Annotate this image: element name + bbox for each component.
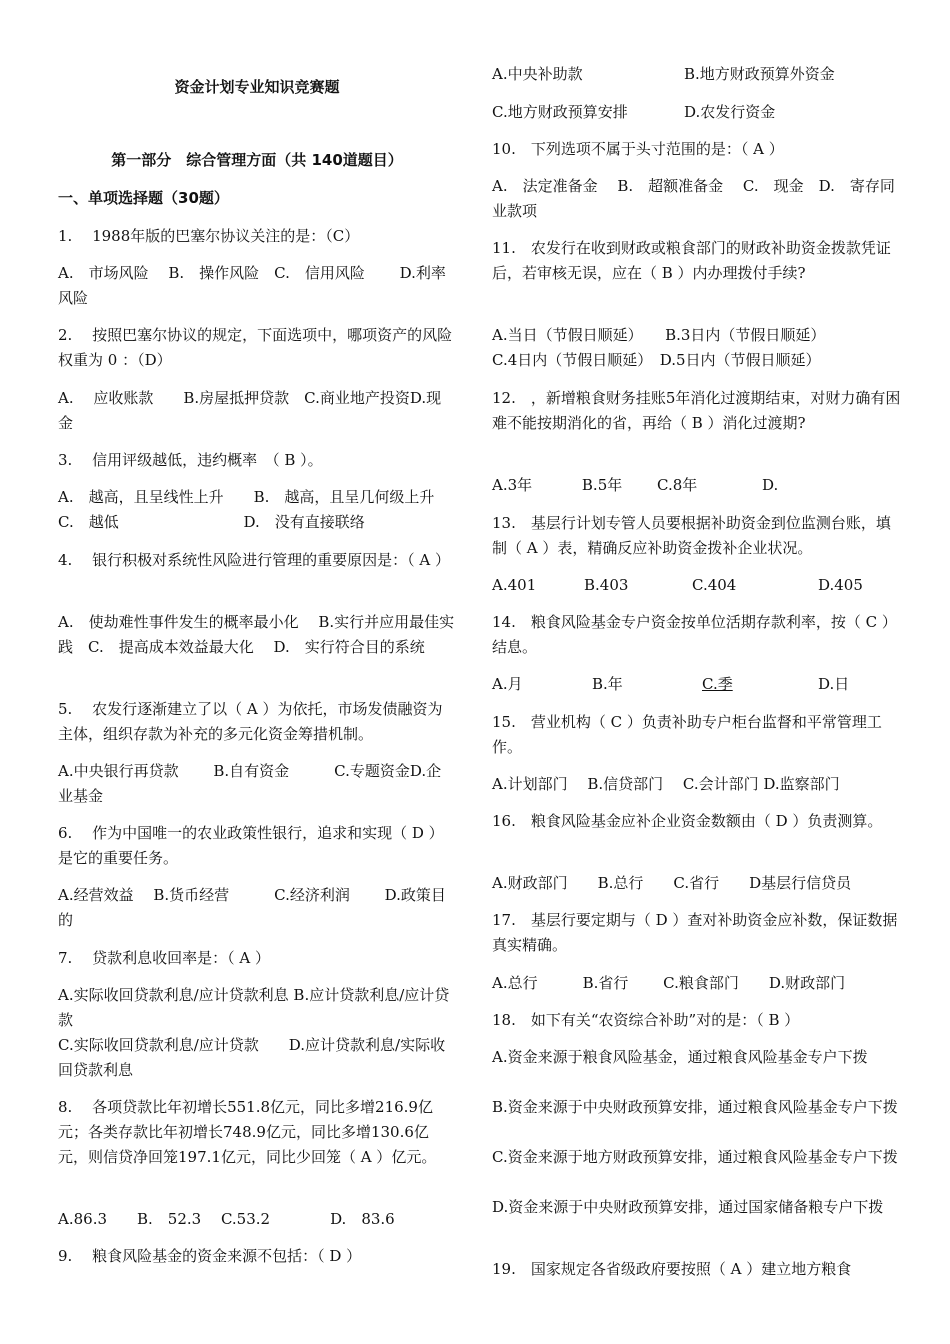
option-a: A.中央补助款 <box>492 65 583 83</box>
question-2-options: A. 应收账款 B.房屋抵押贷款 C.商业地产投资D.现金 <box>58 389 442 432</box>
question-8-options: A.86.3 B. 52.3 C.53.2 D. 83.6 <box>58 1210 395 1228</box>
question-18-option-b: B.资金来源于中央财政预算安排，通过粮食风险基金专户下拨 <box>492 1098 898 1116</box>
question-11: 11. 农发行在收到财政或粮食部门的财政补助资金拨款凭证后，若审核无误，应在（ B ）内办理拨付手续? <box>492 239 891 282</box>
question-18-option-c: C.资金来源于地方财政预算安排，通过粮食风险基金专户下拨 <box>492 1148 898 1166</box>
question-15: 15. 营业机构（ C ）负责补助专户柜台监督和平常管理工作。 <box>492 713 882 756</box>
option-d: D.405 <box>818 576 863 594</box>
question-5: 5. 农发行逐渐建立了以（ A ）为依托，市场发债融资为主体，组织存款为补充的多元化资金筹措机制。 <box>58 700 443 743</box>
question-10-options: A. 法定准备金 B. 超额准备金 C. 现金 D. 寄存同业款项 <box>492 177 895 220</box>
question-1: 1. 1988年版的巴塞尔协议关注的是：（C） <box>58 227 360 245</box>
option-d: D.农发行资金 <box>684 103 776 121</box>
question-17: 17. 基层行要定期与（ D ）查对补助资金应补数，保证数据真实精确。 <box>492 911 898 954</box>
question-1-options: A. 市场风险 B. 操作风险 C. 信用风险 D.利率风险 <box>58 264 446 307</box>
option-a: A.月 <box>492 675 523 693</box>
question-7-options-2: C.实际收回贷款利息/应计贷款 D.应计贷款利息/实际收回贷款利息 <box>58 1036 446 1079</box>
question-18-option-a: A.资金来源于粮食风险基金，通过粮食风险基金专户下拨 <box>492 1048 868 1066</box>
question-15-options: A.计划部门 B.信贷部门 C.会计部门 D.监察部门 <box>492 775 840 793</box>
question-3-options-2: C. 越低 D. 没有直接联络 <box>58 513 365 531</box>
question-3-options: A. 越高，且呈线性上升 B. 越高，且呈几何级上升 <box>58 488 435 506</box>
option-d: D.日 <box>818 675 850 693</box>
question-4-options: A. 使劫难性事件发生的概率最小化 B.实行并应用最佳实践 C. 提高成本效益最大化 D. 实行符合目的系统 <box>58 613 455 656</box>
question-18: 18. 如下有关“农资综合补助”对的是：（ B ） <box>492 1011 800 1029</box>
option-c: C.404 <box>692 576 737 594</box>
question-2: 2. 按照巴塞尔协议的规定，下面选项中，哪项资产的风险权重为 0 ：（D） <box>58 326 453 369</box>
question-4: 4. 银行积极对系统性风险进行管理的重要原因是：（ A ） <box>58 551 450 569</box>
option-c: C.季 <box>702 675 733 693</box>
question-6-options: A.经营效益 B.货币经营 C.经济利润 D.政策目的 <box>58 886 446 929</box>
question-14: 14. 粮食风险基金专户资金按单位活期存款利率，按（ C ）结息。 <box>492 613 897 656</box>
question-12-options: A.3年 B.5年 C.8年 D. <box>492 476 779 494</box>
option-b: B.403 <box>584 576 629 594</box>
question-12: 12. ，新增粮食财务挂账5年消化过渡期结束，对财力确有困难不能按期消化的省，再给（ B ）消化过渡期? <box>492 389 901 432</box>
question-16-options: A.财政部门 B.总行 C.省行 D基层行信贷员 <box>492 874 852 892</box>
question-5-options: A.中央银行再贷款 B.自有资金 C.专题资金D.企业基金 <box>58 762 442 805</box>
section-heading: 一、单项选择题（30题） <box>58 189 229 207</box>
document-title: 资金计划专业知识竞赛题 <box>174 78 340 96</box>
part-heading: 第一部分 综合管理方面（共 140道题目） <box>111 151 403 169</box>
question-11-options: A.当日（节假日顺延） B.3日内（节假日顺延） <box>492 326 826 344</box>
question-8: 8. 各项贷款比年初增长551.8亿元，同比多增216.9亿元；各类存款比年初增长748.9亿元，同比多增130.6亿元，则信贷净回笼197.1亿元，同比少回笼（ A ）亿元。 <box>58 1098 437 1166</box>
question-19: 19. 国家规定各省级政府要按照（ A ）建立地方粮食 <box>492 1260 852 1278</box>
question-16: 16. 粮食风险基金应补企业资金数额由（ D ）负责测算。 <box>492 812 883 830</box>
option-b: B.年 <box>592 675 623 693</box>
option-c: C.地方财政预算安排 <box>492 103 628 121</box>
option-b: B.地方财政预算外资金 <box>684 65 835 83</box>
option-a: A.401 <box>492 576 537 594</box>
question-17-options: A.总行 B.省行 C.粮食部门 D.财政部门 <box>492 974 846 992</box>
question-7: 7. 贷款利息收回率是：（ A ） <box>58 949 270 967</box>
question-3: 3. 信用评级越低，违约概率 （ B ）。 <box>58 451 323 469</box>
question-13: 13. 基层行计划专管人员要根据补助资金到位监测台账，填制（ A ）表，精确反应补助资金拨补企业状况。 <box>492 514 891 557</box>
question-18-option-d: D.资金来源于中央财政预算安排，通过国家储备粮专户下拨 <box>492 1198 884 1216</box>
question-9: 9. 粮食风险基金的资金来源不包括：（ D ） <box>58 1247 362 1265</box>
question-6: 6. 作为中国唯一的农业政策性银行，追求和实现（ D ）是它的重要任务。 <box>58 824 444 867</box>
question-7-options: A.实际收回贷款利息/应计贷款利息 B.应计贷款利息/应计贷款 <box>58 986 450 1029</box>
question-10: 10. 下列选项不属于头寸范围的是：（ A ） <box>492 140 784 158</box>
question-11-options-2: C.4日内（节假日顺延） D.5日内（节假日顺延） <box>492 351 821 369</box>
